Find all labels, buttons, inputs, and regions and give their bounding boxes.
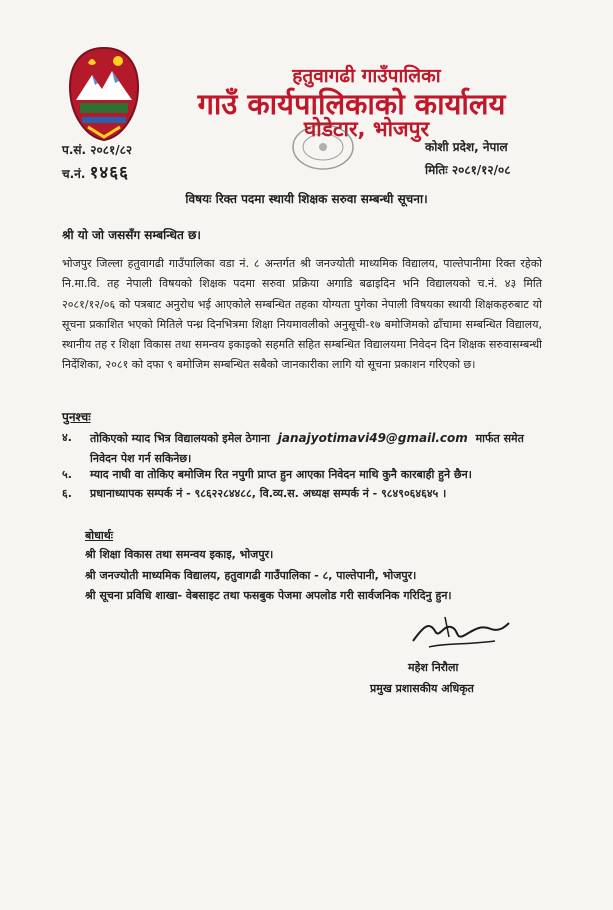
date-value: २०८१/१२/०८ [451, 163, 511, 177]
municipality-name: हतुवागढी गाउँपालिका [292, 65, 441, 87]
ps-label: प.सं. [62, 143, 87, 157]
signer-name: महेश निरौला [408, 661, 459, 674]
cn-value: १४६६ [89, 163, 129, 183]
note-number: ६. [62, 487, 72, 500]
note-text [90, 428, 552, 469]
subject-line: विषयः रिक्त पदमा स्थायी शिक्षक सरुवा सम्बन्धी सूचना। [185, 192, 428, 206]
notice-body: भोजपुर जिल्ला हतुवागढी गाउँपालिका वडा नं. ८ अन्तर्गत श्री जनज्योती माध्यमिक विद्यालय, पाल्तेपानीमा रिक्त रहेको नि.मा.वि. तह नेपाली विषयको शिक्षक पदमा सरुवा प्रक्रिया अगाडि बढाइदिन भनि विद्यालयको च.नं. ४३ मिति २०८१/१२/०६ को पत्रबाट अनुरोध भई आएकोले सम्बन्धित तहका योग्यता पुगेका नेपाली विषयका स्थायी शिक्षकहरुबाट यो सूचना प्रकाशित भएको मितिले पन्ध्र दिनभित्रमा शिक्षा नियमावलीको अनुसूची-१७ बमोजिमको ढाँचामा सम्बन्धित विद्यालय, स्थानीय तह र शिक्षा विकास तथा समन्वय इकाइको सहमति सहित सम्बन्धित विद्यालयमा निवेदन दिन शिक्षक सरुवासम्बन्धी निर्देशिका, २०८१ को दफा ९ बमोजिम सम्बन्धित सबैको जानकारीका लागि यो सूचना प्रकाशन गरिएको छ। [62, 257, 542, 372]
note-item [62, 465, 552, 485]
note-item [62, 484, 552, 504]
note-text-a: तोकिएको म्याद भित्र विद्यालयको इमेल ठेगाना [90, 432, 270, 445]
issue-date [425, 161, 511, 178]
note-text-b: मार्फत समेत निवेदन पेश गर्न सकिनेछ। [90, 432, 524, 465]
cc-item: श्री जनज्योती माध्यमिक विद्यालय, हतुवागढी गाउँपालिका - ८, पाल्तेपानी, भोजपुर। [85, 569, 417, 582]
cc-heading: बोधार्थः [85, 529, 113, 542]
cc-item: श्री सूचना प्रविधि शाखा- वेबसाइट तथा फसबुक पेजमा अपलोड गरी सार्वजनिक गरिदिनु हुन। [85, 589, 452, 602]
note-text: म्याद नाघी वा तोकिए बमोजिम रित नपुगी प्राप्त हुन आएका निवेदन माथि कुनै कारबाही हुने छैन। [90, 468, 472, 481]
office-stamp-icon [290, 122, 356, 172]
office-name: गाउँ कार्यपालिकाको कार्यालय [197, 87, 506, 121]
dispatch-number [62, 160, 129, 183]
cc-item: श्री शिक्षा विकास तथा समन्वय इकाइ, भोजपुर। [85, 548, 274, 561]
cn-label: च.नं. [62, 167, 86, 181]
notes-heading: पुनश्चः [62, 410, 91, 424]
note-text: प्रधानाध्यापक सम्पर्क नं - ९८६२२८४४८८, वि.व्य.स. अध्यक्ष सम्पर्क नं - ९८४९०६४६४५ । [90, 487, 447, 500]
salutation: श्री यो जो जससँग सम्बन्धित छ। [62, 228, 201, 242]
province: कोशी प्रदेश, नेपाल [425, 140, 508, 154]
office-address: घोडेटार, भोजपुर [303, 117, 430, 141]
note-item [62, 428, 552, 469]
email-link[interactable]: janajyotimavi49@gmail.com [277, 431, 468, 445]
ps-value: २०८१/८२ [90, 143, 133, 157]
signer-title: प्रमुख प्रशासकीय अधिकृत [370, 682, 474, 695]
reference-number [62, 141, 132, 158]
note-number: ५. [62, 468, 72, 481]
date-label: मितिः [425, 163, 448, 177]
note-number: ४. [62, 431, 72, 444]
signature-icon [405, 607, 515, 657]
